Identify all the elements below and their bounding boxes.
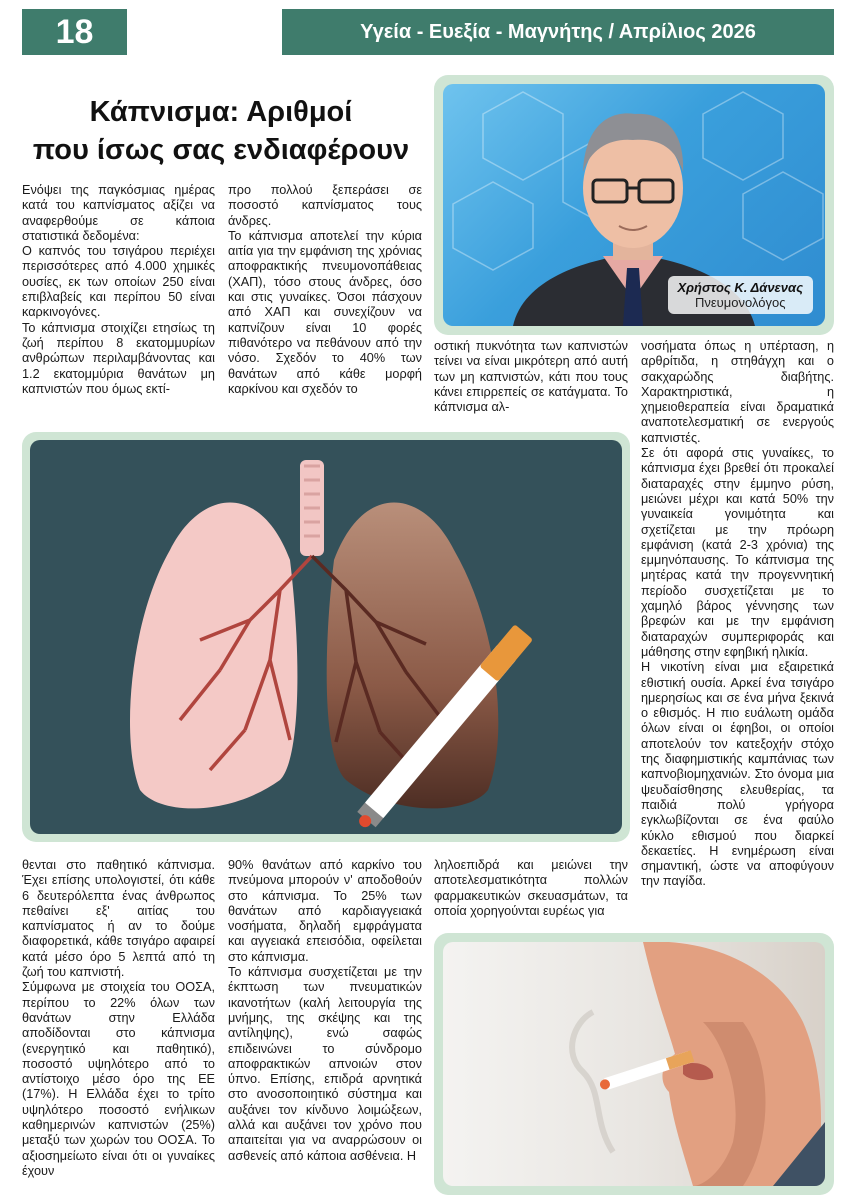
column-4: [641, 339, 834, 929]
column-3-mid-text: οστική πυκνότητα των καπνιστών τείνει να είναι μικρότερη από αυτή των μη καπνιστών, κάτι που τους κάνει επιρρεπείς σε κατάγματα. Το κάπνισμα αλ-: [434, 339, 628, 415]
column-1-top-text: Ενόψει της παγκόσμιας ημέρας κατά του καπνίσματος αξίζει να αναφερθούμε σε κάποια στατιστικά δεδομένα: Ο καπνός του τσιγάρου περιέχει περισσότερες από 4.000 χημικές ουσίες, εκ των οποίων 250 είναι επιβλαβείς και περίπου 50 είναι καρκινογόνες. Το κάπνισμα στοιχίζει ετησίως τη ζωή περίπου 8 εκατομμυρίων ανθρώπων περιλαμβάνοντας και 1.2 εκατομμύρια θανάτων μη καπνιστών που όμως εκτί-: [22, 183, 215, 396]
title-line-1: Κάπνισμα: Αριθμοί: [89, 96, 353, 128]
column-3-mid: [434, 339, 628, 419]
column-2-top-text: προ πολλού ξεπεράσει σε ποσοστό καπνίσματος τους άνδρες. Το κάπνισμα αποτελεί την κύρια αιτία για την εμφάνιση της χρόνιας αποφρακτικής πνευμονοπάθειας (ΧΑΠ), τόσο στους άνδρες, όσο και στις γυναίκες. Όσοι πάσχουν από ΧΑΠ και συνεχίζουν να καπνίζουν είναι 10 φορές πιθανότερο να πεθάνουν από την νόσο. Σχεδόν το 40% των θανάτων από κάθε μορφή καρκίνου και σχεδόν το: [228, 183, 422, 396]
caption-role: Πνευμονολόγος: [694, 295, 786, 310]
smoker-photo-frame: [434, 933, 834, 1195]
column-1-bottom-text: θενται στο παθητικό κάπνισμα. Έχει επίσης υπολογιστεί, ότι κάθε 6 δευτερόλεπτα ένας άνθρωπος πεθαίνει εξ' αιτίας του καπνίσματος ή αν το δούμε διαφορετικά, κάθε τσιγάρο αφαιρεί κατά μέσο όρο 5 λεπτά από τη ζωή του καπνιστή. Σύμφωνα με στοιχεία του ΟΟΣΑ, περίπου το 22% όλων των θανάτων στην Ελλάδα αποδίδονται στο κάπνισμα (ενεργητικό και παθητικό), ποσοστό υψηλότερο από το αντίστοιχο μέσο όρο της ΕΕ (17%). Η Ελλάδα έχει το τρίτο υψηλότερο ποσοστό ενήλικων καθημερινών καπνιστών (25%) μεταξύ των χωρών του ΟΟΣΑ. Το αξιοσημείωτο είναι ότι οι γυναίκες έχουν: [22, 858, 215, 1178]
column-1-bottom: [22, 858, 215, 1195]
column-4-text: νοσήματα όπως η υπέρταση, η αρθρίτιδα, η στηθάγχη και ο σακχαρώδης διαβήτης. Χαρακτηριστικά, η χημειοθεραπεία είναι δραματικά αναποτελεσματική σε ενεργούς καπνιστές. Σε ότι αφορά στις γυναίκες, το κάπνισμα έχει βρεθεί ότι προκαλεί διαταραχές στην έμμηνο ρύση, μειώνει μέχρι και κατά 50% την γυναικεία γονιμότητα και σχετίζεται με την πρόωρη εμφάνιση (κατά 2-3 χρόνια) της εμμηνόπαυσης. Το κάπνισμα της μητέρας κατά την προγεννητική περίοδο συσχετίζεται με το χαμηλό βάρος γέννησης των βρεφών και με την εμφάνιση διαταραχών συμπεριφοράς και μάθησης στην εφηβική ηλικία. Η νικοτίνη είναι μια εξαιρετικά εθιστική ουσία. Αρκεί ένα τσιγάρο ημερησίως και σε ένα μήνα ξεκινά ο εθισμός. Η πιο ευάλωτη ομάδα όλων είναι οι έφηβοι, οι οποίοι αποτελούν τον κατεξοχήν στόχο της διαφημιστικής καμπάνιας των καπνοβιομηχανιών. Στο όνομα μια ψευδαίσθησης ελευθερίας, τα παιδιά πολύ γρήγορα εγκλωβίζονται σε ένα φαύλο κύκλο εθισμού που διαρκεί δεκαετίες. Η ενημέρωση είναι σημαντική, ώστε να αποφύγουν την παγίδα.: [641, 339, 834, 889]
smoker-illustration: [443, 942, 825, 1186]
caption-name: Χρήστος Κ. Δάνενας: [677, 280, 803, 295]
title-line-2: που ίσως σας ενδιαφέρουν: [32, 134, 410, 166]
lungs-illustration-frame: [22, 432, 630, 842]
column-2-bottom-text: 90% θανάτων από καρκίνο του πνεύμονα μπορούν ν' αποδοθούν στο κάπνισμα. Το 25% των θανάτων από καρδιαγγειακά νοσήματα, δηλαδή εμφράγματα και αγγειακά επεισόδια, οφείλεται στο κάπνισμα. Το κάπνισμα συσχετίζεται με την έκπτωση των πνευματικών ικανοτήτων (καλή λειτουργία της μνήμης, της σκέψης και της αντίληψης), ενώ σαφώς επιδεινώνει το σύνδρομο αποφρακτικών απνοιών στον ύπνο. Επίσης, επιδρά αρνητικά στο ανοσοποιητικό σύστημα και αυξάνει τον κίνδυνο λοιμώξεων, αλλά και αυξάνει τον χρόνο που απαιτείται για να αναρρώσουν οι ασθενείς από κάποια ασθένεια. Η: [228, 858, 422, 1163]
column-3-bottom: [434, 858, 628, 920]
column-1-top: [22, 183, 215, 416]
column-3-bottom-text: ληλοεπιδρά και μειώνει την αποτελεσματικότητα πολλών φαρμακευτικών σκευασμάτων, τα οποία χορηγούνται ευρέως για: [434, 858, 628, 918]
lungs-graphic: [30, 440, 622, 834]
doctor-photo: [443, 84, 825, 326]
doctor-photo-frame: [434, 75, 834, 335]
article-title: [22, 93, 420, 169]
column-2-bottom: [228, 858, 422, 1195]
photo-caption: [668, 276, 813, 314]
column-2-top: [228, 183, 422, 416]
smoker-photo: [443, 942, 825, 1186]
page-number: 18: [22, 9, 127, 55]
page-header: Υγεία - Ευεξία - Μαγνήτης / Απρίλιος 2026: [282, 9, 834, 55]
lungs-illustration: [30, 440, 622, 834]
